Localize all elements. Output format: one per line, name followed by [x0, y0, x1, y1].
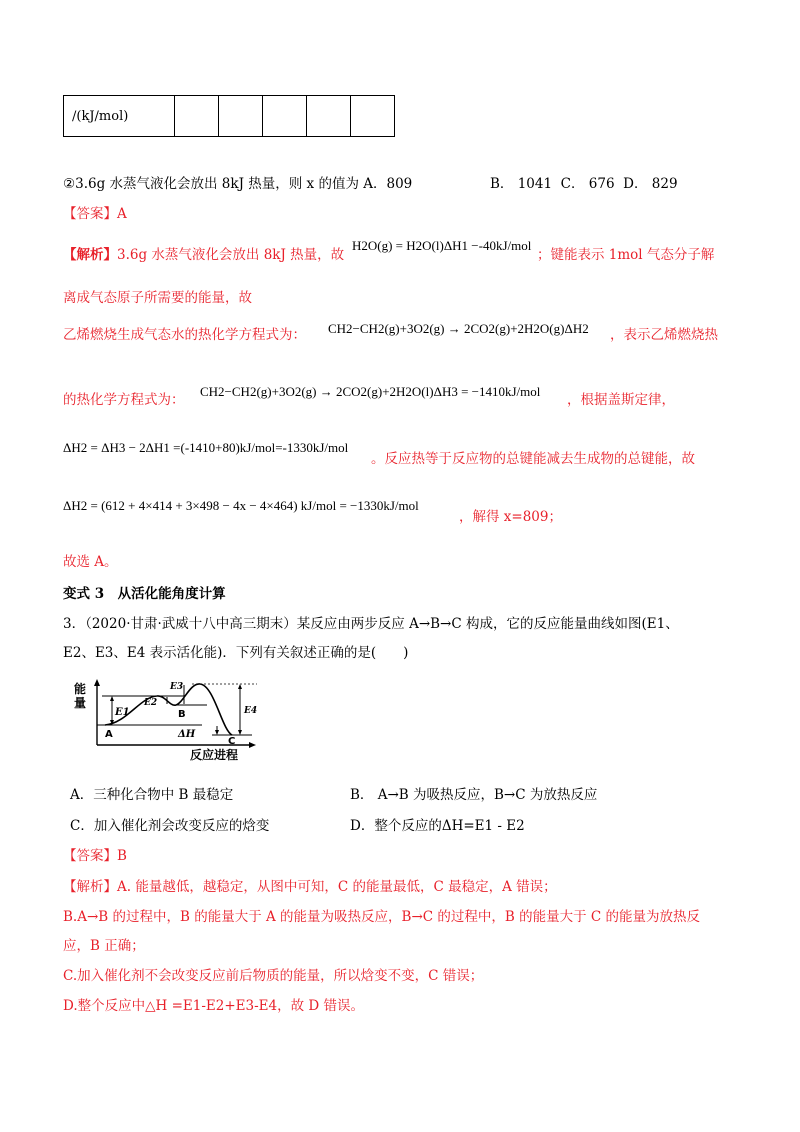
analysis-2-line-1: 【解析】A. 能量越低，越稳定，从图中可知，C 的能量最低，C 最稳定，A 错误； — [63, 879, 557, 895]
analysis-2-line-5: D.整个反应中△H =E1-E2+E3-E4，故 D 错误。 — [63, 998, 365, 1014]
bond-energy-table — [63, 95, 395, 137]
q3-stem-line-2: E2、E3、E4 表示活化能)．下列有关叙述正确的是( ) — [63, 645, 409, 661]
equation-5: ΔH2 = (612 + 4×414 + 3×498 − 4x − 4×464) kJ/mol = −1330kJ/mol — [63, 498, 419, 513]
label-e4: E4 — [244, 706, 258, 716]
analysis-1-line-4-tail: ，根据盖斯定律， — [567, 392, 675, 408]
q3-option-d: D．整个反应的ΔH=E1 - E2 — [350, 818, 525, 834]
analysis-1-line-2: 离成气态原子所需要的能量，故 — [63, 290, 252, 306]
x-axis-arrow-icon — [249, 742, 256, 748]
q3-stem-line-1: 3．（2020·甘肃·武威十八中高三期末）某反应由两步反应 A→B→C 构成，它的反应能量曲线如图(E1、 — [63, 616, 679, 632]
analysis-1-line-6-tail: ，解得 x=809； — [459, 509, 562, 525]
y-axis-arrow-icon — [94, 679, 100, 686]
dh-arrow-head-icon — [215, 730, 219, 735]
answer-1: 【答案】A — [63, 206, 127, 222]
y-label-2: 量 — [74, 696, 87, 710]
table-empty-cell — [351, 96, 395, 137]
e1-arrow-head-icon — [110, 696, 114, 701]
label-e1: E1 — [115, 707, 130, 718]
analysis-1-conclusion: 故选 A。 — [63, 554, 118, 570]
label-e3: E3 — [170, 682, 184, 692]
q3-option-a: A．三种化合物中 B 最稳定 — [70, 787, 234, 803]
table-unit-cell: /(kJ/mol) — [64, 96, 175, 137]
analysis-1-line-1-tail: ；键能表示 1mol 气态分子解 — [537, 247, 715, 263]
equation-3: CH2−CH2(g)+3O2(g) → 2CO2(g)+2H2O(l)ΔH3 = −1410kJ/mol — [200, 384, 541, 399]
e4-arrow-tail-icon — [238, 730, 242, 735]
answer-2: 【答案】B — [63, 848, 127, 864]
q3-option-c: C．加入催化剂会改变反应的焓变 — [70, 818, 270, 834]
analysis-2-line-2: B.A→B 的过程中，B 的能量大于 A 的能量为吸热反应，B→C 的过程中，B 的能量大于 C 的能量为放热反 — [63, 909, 701, 925]
analysis-1-line-3-tail: ，表示乙烯燃烧热 — [610, 327, 718, 343]
label-e2: E2 — [144, 698, 158, 708]
table-empty-cell — [263, 96, 307, 137]
label-c: C — [228, 736, 236, 747]
label-b: B — [178, 709, 186, 720]
analysis-1-line-4: 的热化学方程式为： — [63, 392, 185, 408]
e4-arrow-head-icon — [238, 684, 242, 689]
table-empty-cell — [219, 96, 263, 137]
analysis-1-line-5-tail: 。反应热等于反应物的总键能减去生成物的总键能，故 — [371, 451, 695, 467]
label-dh: ΔH — [178, 729, 196, 740]
equation-1: H2O(g) = H2O(l)ΔH1 −-40kJ/mol — [352, 238, 532, 253]
table-empty-cell — [307, 96, 351, 137]
equation-2: CH2−CH2(g)+3O2(g) → 2CO2(g)+2H2O(g)ΔH2 — [328, 321, 589, 336]
table-empty-cell — [175, 96, 219, 137]
q3-option-b: B． A→B 为吸热反应，B→C 为放热反应 — [350, 787, 598, 803]
label-a: A — [105, 729, 113, 740]
energy-diagram — [72, 675, 272, 763]
analysis-1-line-3: 乙烯燃烧生成气态水的热化学方程式为： — [63, 327, 306, 343]
y-label-1: 能 — [74, 682, 87, 696]
x-label: 反应进程 — [190, 748, 239, 762]
q2-options: B． 1041 C． 676 D． 829 — [490, 176, 678, 192]
analysis-1-line-1: 【解析】3.6g 水蒸气液化会放出 8kJ 热量，故 — [63, 247, 345, 263]
analysis-2-line-3: 应，B 正确； — [63, 938, 145, 954]
equation-4: ΔH2 = ΔH3 − 2ΔH1 =(-1410+80)kJ/mol=-1330kJ/mol — [63, 440, 349, 455]
q2-question: ②3.6g 水蒸气液化会放出 8kJ 热量，则 x 的值为 A．809 — [63, 176, 413, 192]
analysis-2-line-4: C.加入催化剂不会改变反应前后物质的能量，所以焓变不变，C 错误； — [63, 968, 484, 984]
variant-title: 变式 3 从活化能角度计算 — [63, 586, 226, 602]
